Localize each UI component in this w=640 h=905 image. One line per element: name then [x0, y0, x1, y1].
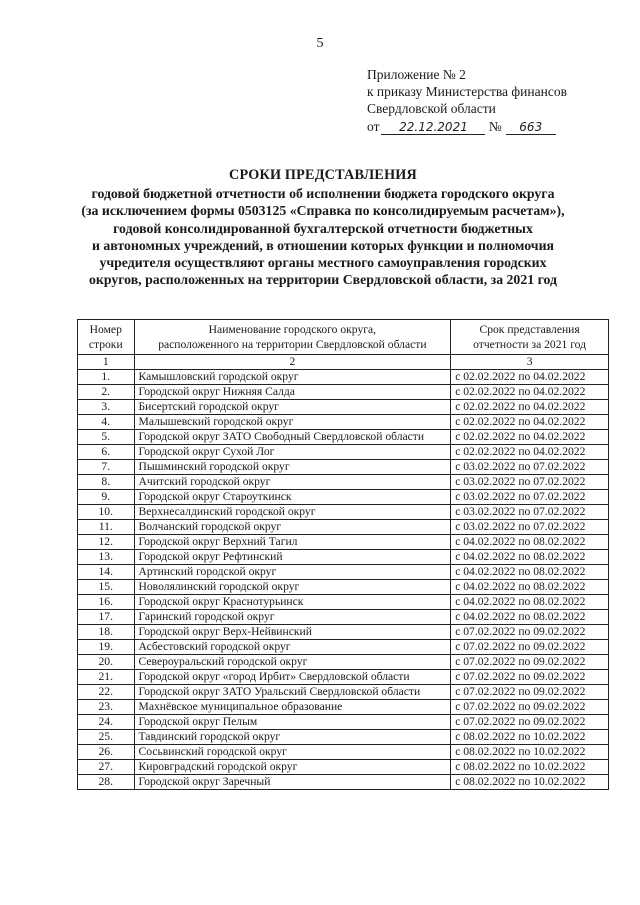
table-row — [78, 490, 609, 505]
header-district-name — [134, 320, 451, 355]
row-number-cell: 1. — [78, 370, 135, 385]
district-name-cell: Городской округ Рефтинский — [134, 550, 451, 565]
district-name-cell: Артинский городской округ — [134, 565, 451, 580]
table-row — [78, 400, 609, 415]
title-line: (за исключением формы 0503125 «Справка по консолидируемым расчетам»), — [81, 203, 565, 219]
period-cell: с 07.02.2022 по 09.02.2022 — [451, 625, 609, 640]
period-cell: с 07.02.2022 по 09.02.2022 — [451, 640, 609, 655]
row-number-cell: 9. — [78, 490, 135, 505]
title-line: годовой консолидированной бухгалтерской отчетности бюджетных — [113, 220, 533, 236]
table-row — [78, 625, 609, 640]
title-line: учредителя осуществляют органы местного самоуправления городских — [99, 255, 547, 271]
period-cell: с 03.02.2022 по 07.02.2022 — [451, 490, 609, 505]
reporting-periods-table — [77, 319, 609, 790]
row-number-cell: 6. — [78, 445, 135, 460]
title-line: округов, расположенных на территории Свердловской области, за 2021 год — [89, 272, 557, 288]
appendix-region: Свердловской области — [367, 101, 496, 116]
table-row — [78, 775, 609, 790]
appendix-order-ref: к приказу Министерства финансов — [367, 84, 567, 99]
row-number-cell: 22. — [78, 685, 135, 700]
appendix-block — [367, 66, 617, 135]
row-number-cell: 26. — [78, 745, 135, 760]
title-line: годовой бюджетной отчетности об исполнении бюджета городского округа — [91, 186, 555, 202]
number-prefix: № — [488, 119, 502, 134]
period-cell: с 02.02.2022 по 04.02.2022 — [451, 445, 609, 460]
period-cell: с 07.02.2022 по 09.02.2022 — [451, 700, 609, 715]
table-row — [78, 565, 609, 580]
district-name-cell: Сосьвинский городской округ — [134, 745, 451, 760]
period-cell: с 07.02.2022 по 09.02.2022 — [451, 655, 609, 670]
table-row — [78, 760, 609, 775]
district-name-cell: Асбестовский городской округ — [134, 640, 451, 655]
page-number: 5 — [316, 36, 324, 51]
period-cell: с 08.02.2022 по 10.02.2022 — [451, 730, 609, 745]
row-number-cell: 18. — [78, 625, 135, 640]
table-row — [78, 415, 609, 430]
column-index: 2 — [134, 355, 451, 370]
title-line: и автономных учреждений, в отношении которых функции и полномочия — [92, 237, 554, 253]
row-number-cell: 24. — [78, 715, 135, 730]
header-row-number — [78, 320, 135, 355]
row-number-cell: 8. — [78, 475, 135, 490]
district-name-cell: Волчанский городской округ — [134, 520, 451, 535]
row-number-cell: 20. — [78, 655, 135, 670]
period-cell: с 07.02.2022 по 09.02.2022 — [451, 685, 609, 700]
title-main: СРОКИ ПРЕДСТАВЛЕНИЯ — [229, 167, 417, 183]
district-name-cell: Ачитский городской округ — [134, 475, 451, 490]
table-row — [78, 655, 609, 670]
period-cell: с 02.02.2022 по 04.02.2022 — [451, 400, 609, 415]
row-number-cell: 11. — [78, 520, 135, 535]
period-cell: с 02.02.2022 по 04.02.2022 — [451, 430, 609, 445]
row-number-cell: 27. — [78, 760, 135, 775]
row-number-cell: 19. — [78, 640, 135, 655]
district-name-cell: Городской округ «город Ирбит» Свердловской области — [134, 670, 451, 685]
table-row — [78, 520, 609, 535]
table-row — [78, 700, 609, 715]
row-number-cell: 13. — [78, 550, 135, 565]
table-row — [78, 430, 609, 445]
district-name-cell: Городской округ ЗАТО Уральский Свердловской области — [134, 685, 451, 700]
date-prefix: от — [367, 119, 380, 134]
row-number-cell: 23. — [78, 700, 135, 715]
row-number-cell: 3. — [78, 400, 135, 415]
period-cell: с 08.02.2022 по 10.02.2022 — [451, 760, 609, 775]
header-text: Наименование городского округа, — [208, 323, 377, 336]
table-row — [78, 535, 609, 550]
period-cell: с 04.02.2022 по 08.02.2022 — [451, 565, 609, 580]
row-number-cell: 4. — [78, 415, 135, 430]
period-cell: с 07.02.2022 по 09.02.2022 — [451, 715, 609, 730]
district-name-cell: Городской округ Верх-Нейвинский — [134, 625, 451, 640]
row-number-cell: 28. — [78, 775, 135, 790]
header-text: расположенного на территории Свердловской области — [158, 338, 427, 351]
table-row — [78, 670, 609, 685]
column-index-row — [78, 355, 609, 370]
document-title — [40, 167, 606, 288]
table-row — [78, 550, 609, 565]
column-index: 1 — [78, 355, 135, 370]
district-name-cell: Городской округ Заречный — [134, 775, 451, 790]
period-cell: с 03.02.2022 по 07.02.2022 — [451, 520, 609, 535]
row-number-cell: 16. — [78, 595, 135, 610]
row-number-cell: 7. — [78, 460, 135, 475]
table-row — [78, 385, 609, 400]
row-number-cell: 17. — [78, 610, 135, 625]
column-index: 3 — [451, 355, 609, 370]
period-cell: с 02.02.2022 по 04.02.2022 — [451, 370, 609, 385]
table-row — [78, 475, 609, 490]
appendix-date-number — [367, 118, 617, 135]
district-name-cell: Городской округ Сухой Лог — [134, 445, 451, 460]
district-name-cell: Гаринский городской округ — [134, 610, 451, 625]
row-number-cell: 5. — [78, 430, 135, 445]
table-row — [78, 610, 609, 625]
district-name-cell: Верхнесалдинский городской округ — [134, 505, 451, 520]
row-number-cell: 25. — [78, 730, 135, 745]
period-cell: с 04.02.2022 по 08.02.2022 — [451, 595, 609, 610]
row-number-cell: 14. — [78, 565, 135, 580]
table-row — [78, 370, 609, 385]
row-number-cell: 21. — [78, 670, 135, 685]
table-row — [78, 505, 609, 520]
order-date: 22.12.2021 — [381, 120, 485, 135]
district-name-cell: Городской округ Пелым — [134, 715, 451, 730]
period-cell: с 02.02.2022 по 04.02.2022 — [451, 385, 609, 400]
row-number-cell: 2. — [78, 385, 135, 400]
header-period — [451, 320, 609, 355]
period-cell: с 04.02.2022 по 08.02.2022 — [451, 580, 609, 595]
table-row — [78, 715, 609, 730]
district-name-cell: Малышевский городской округ — [134, 415, 451, 430]
district-name-cell: Бисертский городской округ — [134, 400, 451, 415]
header-text: Срок представления — [479, 323, 580, 336]
row-number-cell: 12. — [78, 535, 135, 550]
period-cell: с 07.02.2022 по 09.02.2022 — [451, 670, 609, 685]
period-cell: с 04.02.2022 по 08.02.2022 — [451, 610, 609, 625]
header-text: строки — [88, 338, 123, 351]
appendix-title: Приложение № 2 — [367, 67, 466, 82]
header-text: Номер — [89, 323, 122, 336]
period-cell: с 04.02.2022 по 08.02.2022 — [451, 535, 609, 550]
row-number-cell: 15. — [78, 580, 135, 595]
table-row — [78, 445, 609, 460]
district-name-cell: Кировградский городской округ — [134, 760, 451, 775]
period-cell: с 03.02.2022 по 07.02.2022 — [451, 460, 609, 475]
district-name-cell: Пышминский городской округ — [134, 460, 451, 475]
district-name-cell: Тавдинский городской округ — [134, 730, 451, 745]
period-cell: с 03.02.2022 по 07.02.2022 — [451, 475, 609, 490]
table-row — [78, 595, 609, 610]
period-cell: с 02.02.2022 по 04.02.2022 — [451, 415, 609, 430]
district-name-cell: Городской округ Староуткинск — [134, 490, 451, 505]
table-row — [78, 745, 609, 760]
district-name-cell: Новолялинский городской округ — [134, 580, 451, 595]
period-cell: с 03.02.2022 по 07.02.2022 — [451, 505, 609, 520]
district-name-cell: Махнёвское муниципальное образование — [134, 700, 451, 715]
table-header-row — [78, 320, 609, 355]
district-name-cell: Городской округ ЗАТО Свободный Свердловской области — [134, 430, 451, 445]
period-cell: с 08.02.2022 по 10.02.2022 — [451, 745, 609, 760]
district-name-cell: Городской округ Краснотурьинск — [134, 595, 451, 610]
district-name-cell: Городской округ Нижняя Салда — [134, 385, 451, 400]
row-number-cell: 10. — [78, 505, 135, 520]
district-name-cell: Североуральский городской округ — [134, 655, 451, 670]
district-name-cell: Камышловский городской округ — [134, 370, 451, 385]
table-row — [78, 730, 609, 745]
period-cell: с 04.02.2022 по 08.02.2022 — [451, 550, 609, 565]
table-row — [78, 640, 609, 655]
table-row — [78, 580, 609, 595]
header-text: отчетности за 2021 год — [473, 338, 587, 351]
period-cell: с 08.02.2022 по 10.02.2022 — [451, 775, 609, 790]
order-number: 663 — [506, 120, 556, 135]
table-row — [78, 685, 609, 700]
district-name-cell: Городской округ Верхний Тагил — [134, 535, 451, 550]
table-row — [78, 460, 609, 475]
